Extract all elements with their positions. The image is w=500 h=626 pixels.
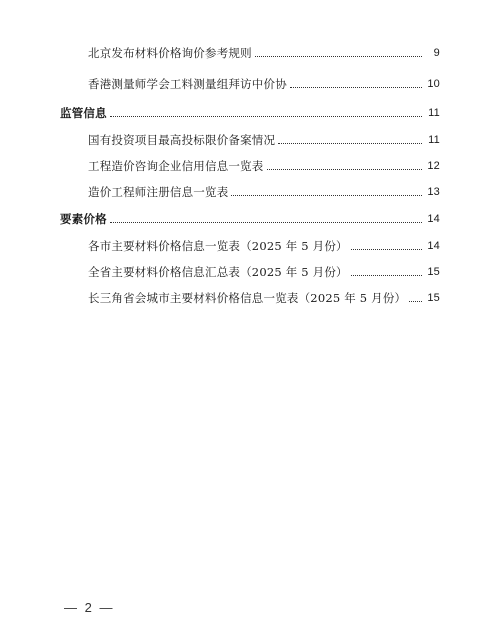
toc-entry-page: 12 [427, 160, 440, 172]
page-number: — 2 — [64, 600, 115, 615]
toc-entry-title: 北京发布材料价格询价参考规则 [88, 46, 252, 60]
toc-entry-page: 9 [433, 47, 440, 59]
toc-section-heading[interactable] [60, 210, 440, 226]
toc-section-page: 14 [427, 213, 440, 225]
toc-entry[interactable] [88, 263, 440, 279]
toc-dot-leader [409, 301, 422, 302]
toc-section-title: 监管信息 [60, 106, 107, 120]
toc-entry-title: 长三角省会城市主要材料价格信息一览表（2025 年 5 月份） [88, 291, 407, 305]
toc-entry[interactable] [88, 131, 440, 147]
toc-section-title: 要素价格 [60, 212, 107, 226]
toc-entry[interactable] [88, 44, 440, 60]
toc-entry[interactable] [88, 183, 440, 199]
toc-entry-page: 14 [427, 240, 440, 252]
toc-dot-leader [267, 169, 423, 170]
toc-dot-leader [290, 87, 422, 88]
toc-entry-page: 10 [427, 78, 440, 90]
toc-entry[interactable] [88, 75, 440, 91]
toc-dot-leader [278, 143, 422, 144]
toc-section-page: 11 [428, 107, 440, 119]
toc-entry-title: 国有投资项目最高投标限价备案情况 [88, 133, 276, 147]
toc-entry-title: 香港测量师学会工料测量组拜访中价协 [88, 77, 287, 91]
toc-dot-leader [231, 195, 422, 196]
toc-entry[interactable] [88, 237, 440, 253]
toc-entry-title: 工程造价咨询企业信用信息一览表 [88, 159, 264, 173]
toc-entry[interactable] [88, 289, 440, 305]
toc-entry-page: 11 [428, 134, 440, 146]
toc-entry-title: 造价工程师注册信息一览表 [88, 185, 229, 199]
toc-dot-leader [255, 56, 422, 57]
toc-dot-leader [351, 275, 422, 276]
toc-dot-leader [351, 249, 422, 250]
toc-entry-page: 15 [427, 292, 440, 304]
toc-entry[interactable] [88, 157, 440, 173]
toc-entry-page: 15 [427, 266, 440, 278]
toc-entry-page: 13 [427, 186, 440, 198]
toc-entry-title: 各市主要材料价格信息一览表（2025 年 5 月份） [88, 239, 348, 253]
toc-dot-leader [110, 116, 422, 117]
toc-entry-title: 全省主要材料价格信息汇总表（2025 年 5 月份） [88, 265, 348, 279]
toc-dot-leader [110, 222, 422, 223]
toc-section-heading[interactable] [60, 104, 440, 120]
